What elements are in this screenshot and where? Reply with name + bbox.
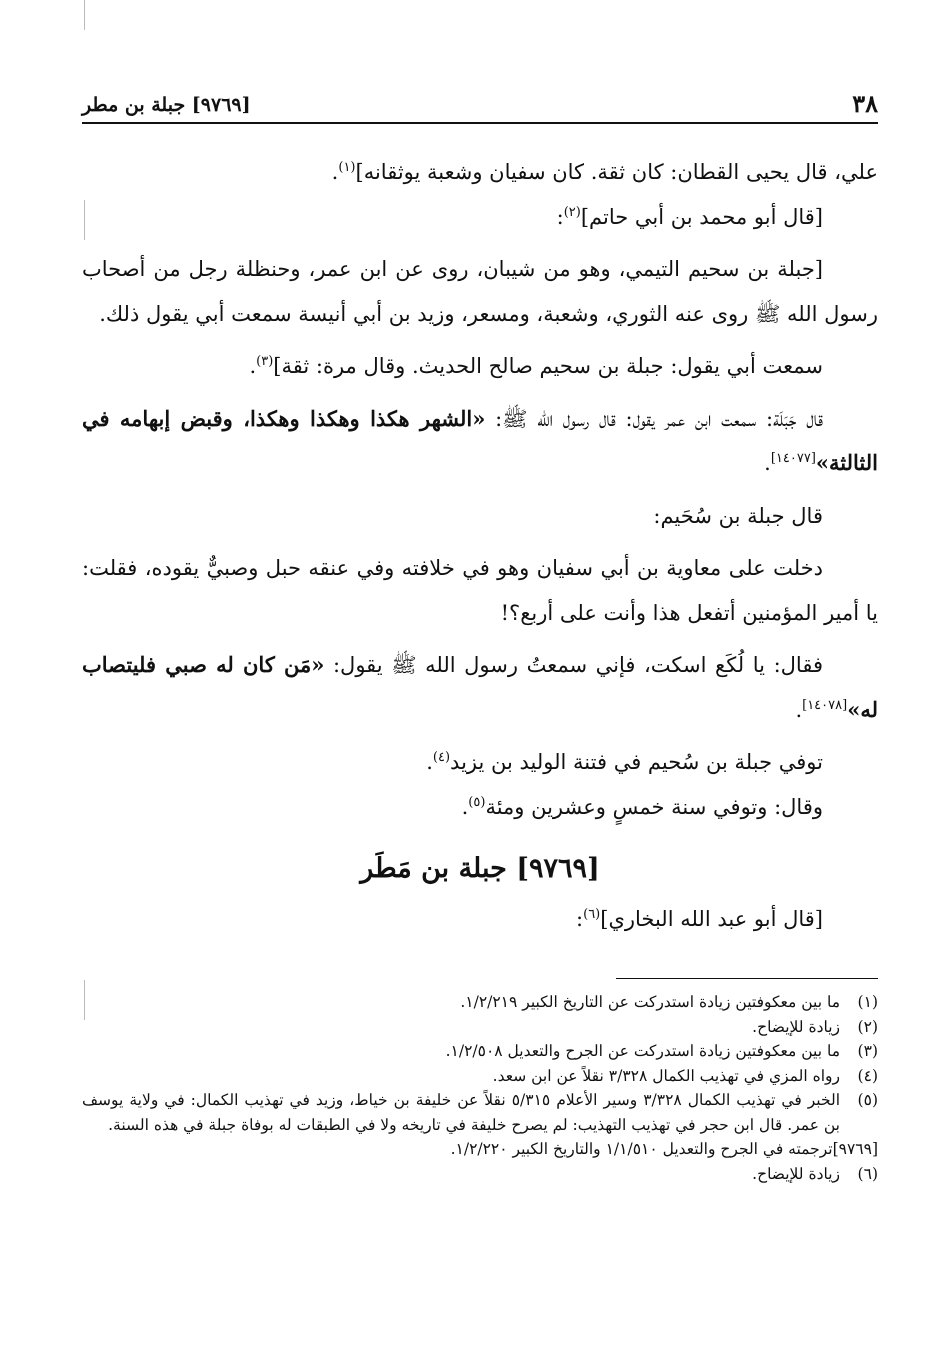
hadith-text: «الشهر هكذا وهكذا وهكذا، وقبض إبهامه في الثالثة» bbox=[82, 405, 878, 475]
footnote-text: ترجمته في الجرح والتعديل ١/١/٥١٠ والتاريخ الكبير ١/٢/٢٢٠. bbox=[450, 1140, 833, 1158]
footnote bbox=[82, 1015, 878, 1040]
punctuation: . bbox=[461, 794, 469, 819]
footnote-ref: (٥) bbox=[468, 794, 486, 810]
paragraph bbox=[82, 897, 878, 942]
footnote-divider bbox=[616, 978, 878, 979]
scan-margin-line bbox=[84, 0, 85, 30]
paragraph-text: قال جبلة بن سُحَيم: bbox=[653, 503, 823, 528]
paragraph-text: [جبلة بن سحيم التيمي، وهو من شيبان، روى عن ابن عمر، وحنظلة رجل من أصحاب رسول الله ﷺ روى عنه الثوري، وشعبة، ومسعر، وزيد بن أبي أنيسة سمعت أبي يقول ذلك. bbox=[82, 257, 878, 326]
footnote-number: (١) bbox=[857, 993, 878, 1011]
hadith-number: [١٤٠٧٧] bbox=[770, 451, 816, 466]
footnote-number: [٩٧٦٩] bbox=[832, 1140, 878, 1158]
punctuation: . bbox=[764, 451, 771, 475]
paragraph bbox=[82, 494, 878, 539]
footnote-number: (٤) bbox=[857, 1066, 878, 1085]
paragraph-text: دخلت على معاوية بن أبي سفيان وهو في خلافته وفي عنقه حبل وصبيٌّ يقوده، فقلت: يا أمير المؤمنين أتفعل هذا وأنت على أربع؟! bbox=[82, 556, 878, 625]
paragraph bbox=[82, 740, 878, 785]
hadith-text: «مَن كان له صبي فليتصاب له» bbox=[82, 652, 878, 722]
paragraph-text: قال جَبَلَة: سمعت ابن عمر يقول: قال رسول الله ﷺ: bbox=[485, 406, 823, 431]
footnote-ref: (٣) bbox=[256, 354, 274, 369]
footnote-ref: (٦) bbox=[583, 907, 601, 922]
footnote-text: ما بين معكوفتين زيادة استدركت عن التاريخ الكبير ١/٢/٢١٩. bbox=[460, 993, 840, 1011]
paragraph bbox=[82, 195, 878, 240]
punctuation: . bbox=[249, 354, 257, 378]
footnote-text: زيادة للإيضاح. bbox=[752, 1017, 840, 1036]
footnote bbox=[82, 1162, 878, 1187]
footnote bbox=[82, 1039, 878, 1064]
paragraph bbox=[82, 397, 878, 486]
paragraph-text: فقال: يا لُكَع اسكت، فإني سمعتُ رسول الله ﷺ يقول: bbox=[324, 653, 823, 677]
footnote-number: (٣) bbox=[857, 1042, 878, 1060]
page-number: ٣٨ bbox=[852, 89, 878, 118]
paragraph bbox=[82, 643, 878, 732]
footnote-ref: (٢) bbox=[563, 204, 581, 220]
paragraph bbox=[82, 150, 878, 195]
footnote-ref: (٤) bbox=[432, 750, 451, 765]
hadith-number: [١٤٠٧٨] bbox=[802, 697, 848, 713]
footnote-ref: (١) bbox=[338, 160, 356, 175]
footnote bbox=[82, 1088, 878, 1137]
running-title: [٩٧٦٩] جبلة بن مطر bbox=[82, 94, 251, 116]
paragraph bbox=[82, 344, 878, 389]
footnote bbox=[82, 1137, 878, 1162]
entry-heading: [٩٧٦٩] جبلة بن مَطَر bbox=[360, 853, 600, 884]
paragraph-text: وقال: وتوفي سنة خمسٍ وعشرين ومئة bbox=[485, 794, 823, 819]
paragraph bbox=[82, 247, 878, 336]
punctuation: : bbox=[556, 204, 564, 229]
paragraph bbox=[82, 546, 878, 635]
punctuation: . bbox=[331, 160, 339, 184]
punctuation: : bbox=[576, 907, 584, 931]
paragraph-text: توفي جبلة بن سُحيم في فتنة الوليد بن يزيد bbox=[450, 750, 823, 774]
paragraph-text: سمعت أبي يقول: جبلة بن سحيم صالح الحديث. وقال مرة: ثقة] bbox=[273, 354, 823, 378]
footnote-text: الخبر في تهذيب الكمال ٣/٣٢٨ وسير الأعلام ٥/٣١٥ نقلاً عن خليفة بن خياط، وزيد في تهذيب الكمال: في ولاية يوسف بن عمر. قال ابن حجر في تهذيب التهذيب: لم يصرح خليفة في تاريخه ولا في الطبقات له بوفاة جبلة في هذه السنة. bbox=[82, 1091, 840, 1134]
footnote bbox=[82, 990, 878, 1015]
paragraph-text: علي، قال يحيى القطان: كان ثقة. كان سفيان وشعبة يوثقانه] bbox=[355, 160, 878, 184]
footnote-number: (٦) bbox=[857, 1164, 878, 1183]
footnote-number: (٢) bbox=[857, 1017, 878, 1036]
main-text bbox=[82, 150, 878, 942]
footnotes bbox=[82, 990, 878, 1186]
paragraph-text: [قال أبو عبد الله البخاري] bbox=[600, 907, 823, 931]
footnote-number: (٥) bbox=[857, 1091, 878, 1109]
page-header bbox=[82, 86, 878, 124]
paragraph bbox=[82, 785, 878, 830]
footnote-text: زيادة للإيضاح. bbox=[752, 1164, 840, 1183]
paragraph-text: [قال أبو محمد بن أبي حاتم] bbox=[580, 204, 823, 229]
footnote-text: رواه المزي في تهذيب الكمال ٣/٣٢٨ نقلاً عن ابن سعد. bbox=[492, 1066, 840, 1085]
footnote-text: ما بين معكوفتين زيادة استدركت عن الجرح والتعديل ١/٢/٥٠٨. bbox=[445, 1042, 840, 1060]
footnote bbox=[82, 1064, 878, 1089]
punctuation: . bbox=[795, 697, 803, 722]
punctuation: . bbox=[426, 750, 433, 774]
